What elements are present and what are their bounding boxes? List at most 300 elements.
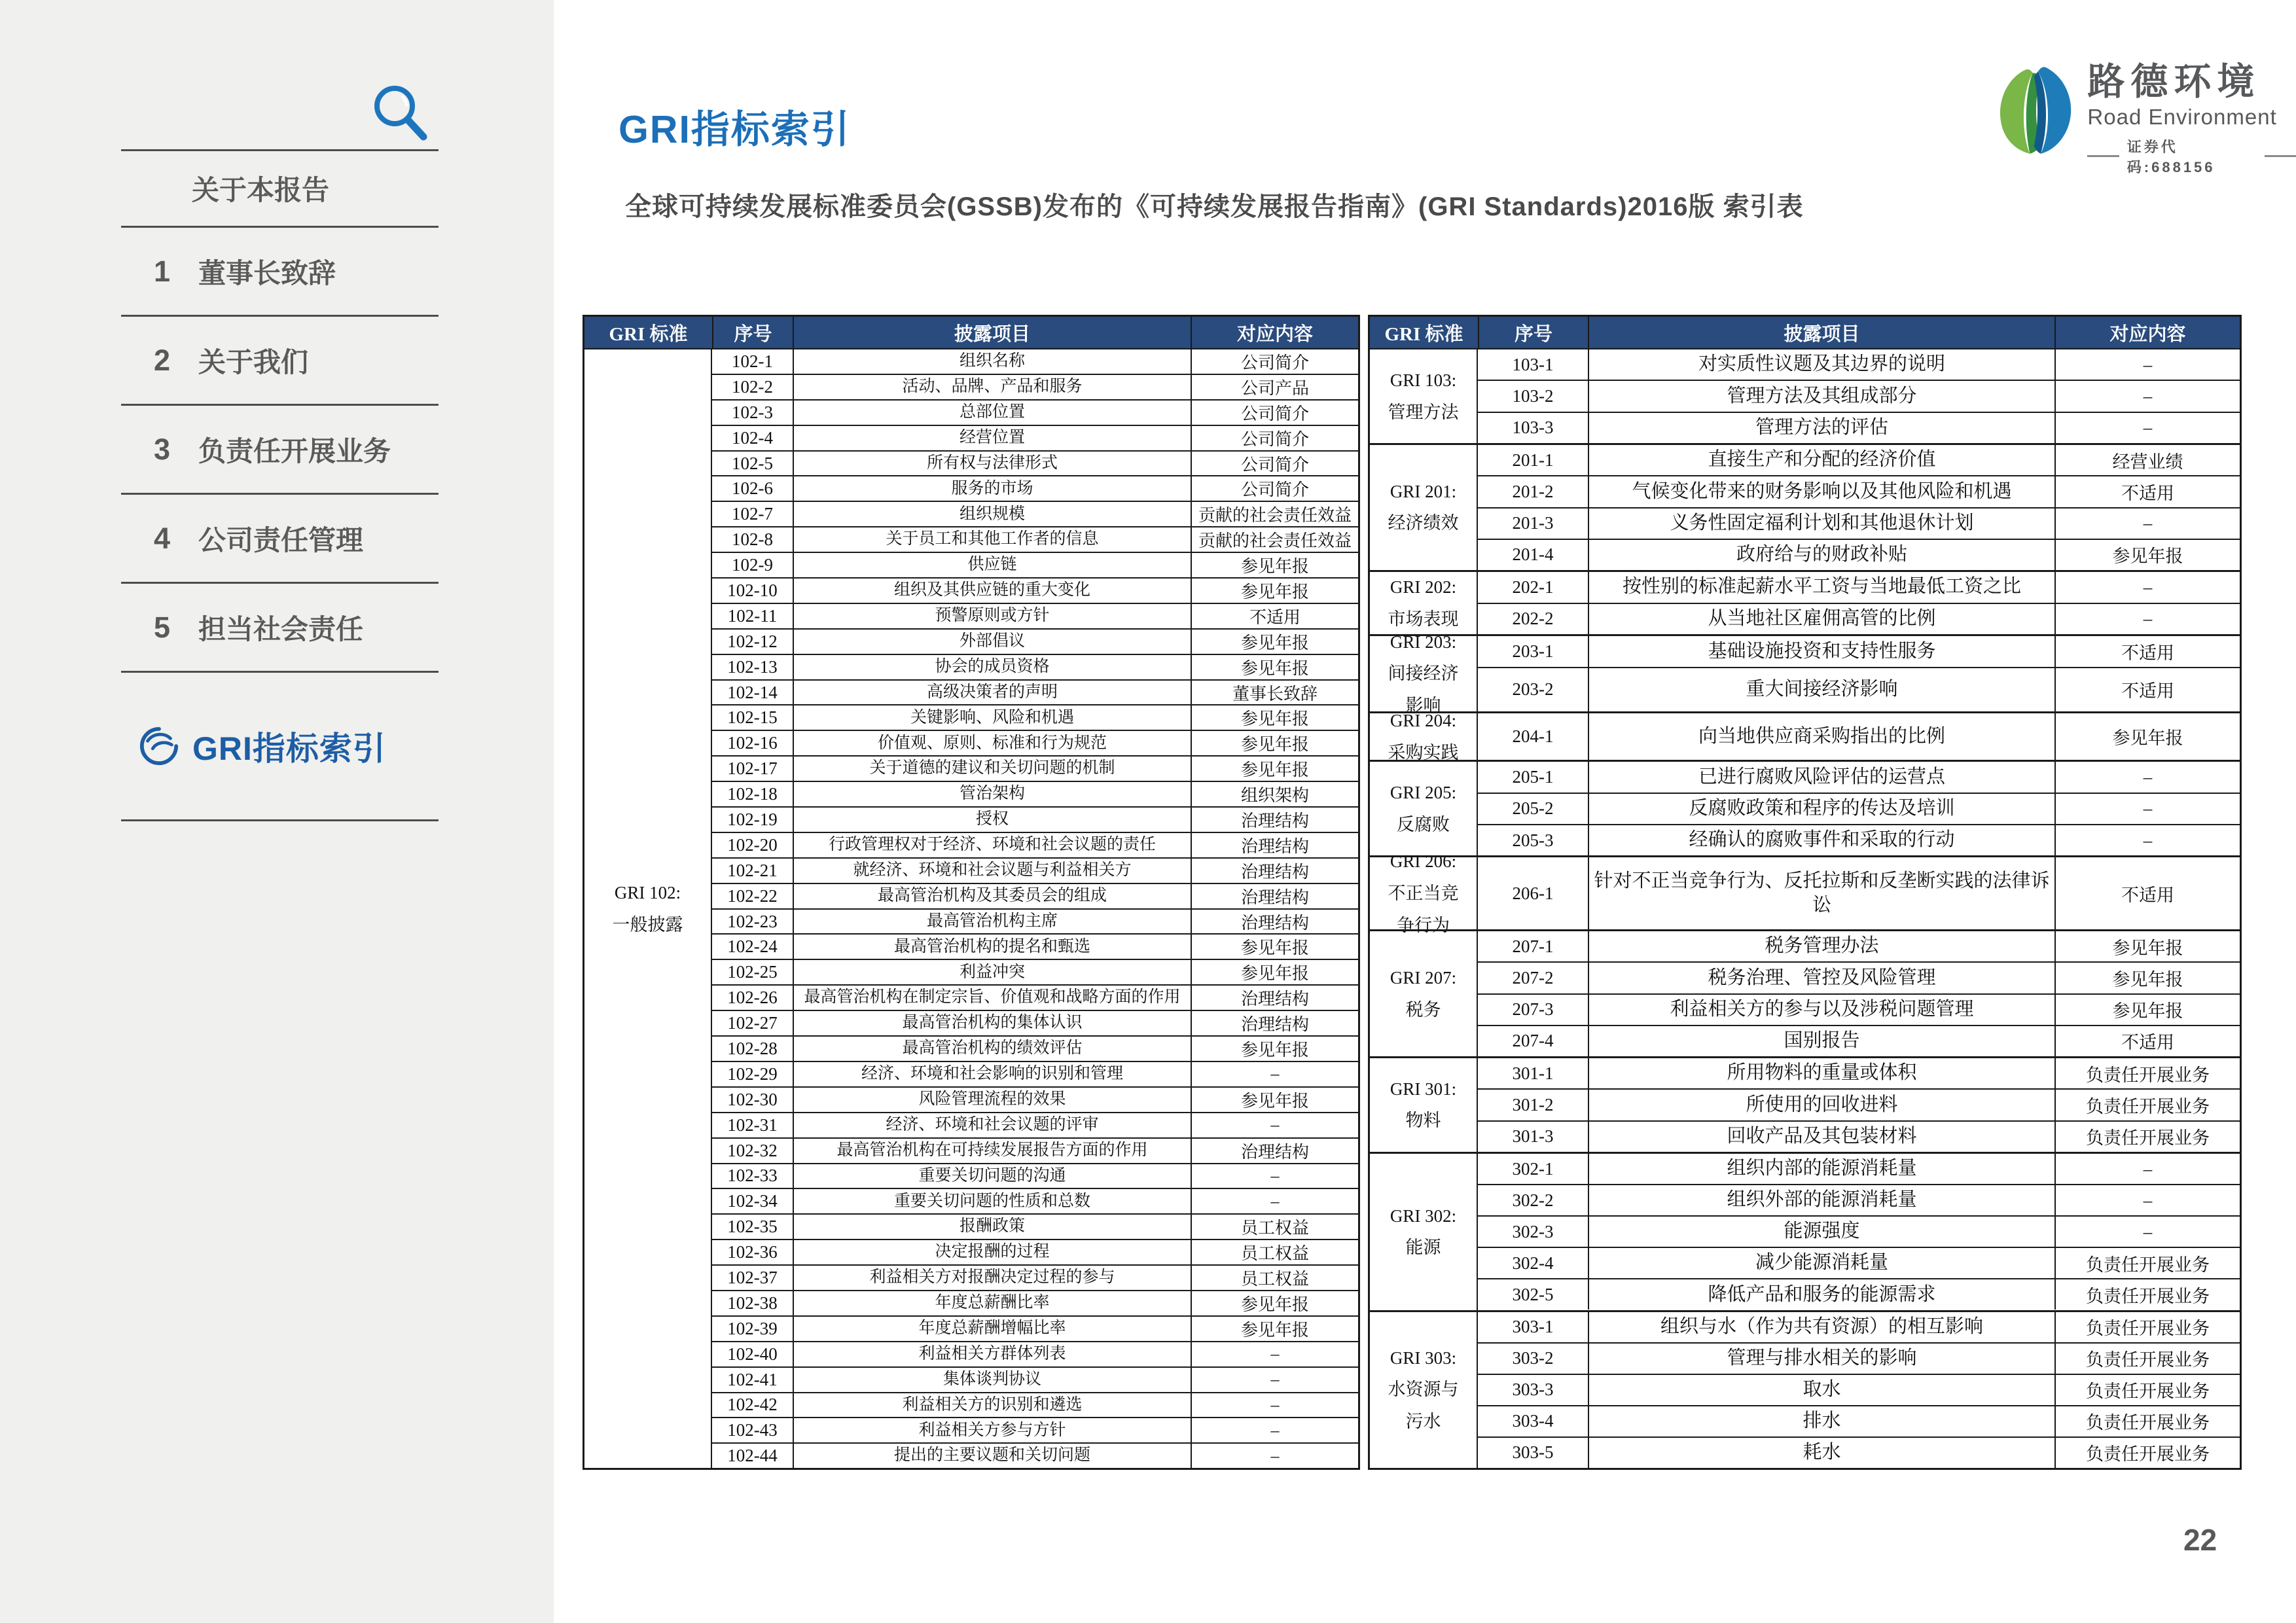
cell-ref: –: [2054, 762, 2240, 792]
table-row: [712, 1290, 1358, 1315]
cell-no: 102-42: [727, 1395, 778, 1415]
standard-group: [1370, 851, 2240, 935]
cell-ref: 参见年报: [2054, 931, 2240, 961]
cell-no: 102-22: [727, 885, 778, 906]
page-title: GRI指标索引: [619, 108, 851, 151]
gri-standard-line: 市场表现: [1388, 609, 1459, 629]
table-row: [1478, 1342, 2240, 1374]
gri-standard-line: GRI 103:: [1390, 370, 1457, 390]
standard-group: [1370, 570, 2240, 634]
cell-item: 年度总薪酬比率: [793, 1291, 1191, 1315]
cell-item: 耗水: [1588, 1438, 2054, 1468]
table-row: [1478, 824, 2240, 855]
divider: [121, 819, 439, 821]
sidebar-item-about-report[interactable]: [121, 151, 439, 226]
cell-no: 203-1: [1512, 641, 1554, 662]
cell-no: 102-5: [732, 453, 773, 473]
cell-no: 301-3: [1512, 1126, 1554, 1147]
table-row: [712, 450, 1358, 476]
cell-item: 供应链: [793, 553, 1191, 577]
cell-ref: 治理结构: [1191, 986, 1358, 1010]
gri-table-general: [583, 315, 1360, 1470]
cell-ref: –: [2054, 381, 2240, 411]
gri-standard-line: GRI 201:: [1390, 481, 1457, 501]
cell-no: 102-26: [727, 988, 778, 1008]
standard-group: [1370, 760, 2240, 855]
table-row: [712, 1163, 1358, 1188]
cell-item: 利益相关方群体列表: [793, 1342, 1191, 1366]
cell-ref: –: [1191, 1164, 1358, 1188]
cell-no: 102-18: [727, 784, 778, 804]
cell-ref: 参见年报: [2054, 995, 2240, 1025]
logo-name-cn: 路德环境: [2087, 61, 2261, 103]
cell-item: 按性别的标准起薪水平工资与当地最低工资之比: [1588, 572, 2054, 603]
table-row: [712, 349, 1358, 374]
cell-no: 204-1: [1512, 726, 1554, 747]
cell-no: 303-4: [1512, 1411, 1554, 1431]
sidebar-item-label: 关于本报告: [192, 175, 330, 205]
group-rows: [1478, 445, 2240, 570]
cell-item: 经确认的腐败事件和采取的行动: [1588, 825, 2054, 855]
cell-ref: –: [2054, 1154, 2240, 1184]
table-row: [712, 1341, 1358, 1366]
table-row: [1478, 636, 2240, 667]
cell-no: 102-3: [732, 402, 773, 422]
cell-no: 102-43: [727, 1420, 778, 1440]
cell-ref: –: [1191, 1368, 1358, 1392]
group-rows: [1478, 931, 2240, 1056]
cell-no: 303-5: [1512, 1442, 1554, 1463]
cell-ref: 经营业绩: [2054, 445, 2240, 475]
table-row: [1478, 857, 2240, 929]
cell-no: 102-11: [727, 605, 778, 626]
cell-no: 102-36: [727, 1242, 778, 1262]
cell-no: 102-7: [732, 504, 773, 524]
gri-standard-line: GRI 205:: [1390, 783, 1457, 803]
sidebar-item-label: 关于我们: [198, 346, 309, 378]
table-row: [712, 806, 1358, 832]
cell-item: 回收产品及其包装材料: [1588, 1122, 2054, 1152]
table-row: [1478, 1247, 2240, 1278]
gri-standard-line: 不正当竞: [1388, 883, 1459, 903]
table-row: [712, 1086, 1358, 1112]
column-header: 披露项目: [793, 317, 1191, 348]
table-row: [712, 425, 1358, 450]
table-row: [712, 1315, 1358, 1341]
cell-gri-standard: [1370, 632, 1478, 715]
standard-group: [1370, 711, 2240, 760]
table-row: [1478, 412, 2240, 443]
cell-no: 102-4: [732, 427, 773, 448]
table-row: [712, 1112, 1358, 1137]
cell-no: 102-19: [727, 809, 778, 829]
cell-item: 气候变化带来的财务影响以及其他风险和机遇: [1588, 476, 2054, 507]
table-row: [712, 475, 1358, 501]
table-row: [712, 1417, 1358, 1442]
cell-item: 所用物料的重量或体积: [1588, 1058, 2054, 1088]
cell-ref: –: [1191, 1062, 1358, 1086]
cell-item: 直接生产和分配的经济价值: [1588, 445, 2054, 475]
cell-no: 201-1: [1512, 450, 1554, 470]
cell-item: 年度总薪酬增幅比率: [793, 1317, 1191, 1341]
cell-no: 102-34: [727, 1191, 778, 1211]
cell-ref: 贡献的社会责任效益: [1191, 502, 1358, 526]
table-row: [712, 679, 1358, 705]
cell-no: 303-2: [1512, 1348, 1554, 1368]
sidebar-item-2[interactable]: [121, 317, 439, 404]
table-row: [712, 1366, 1358, 1392]
cell-item: 经济、环境和社会议题的评审: [793, 1113, 1191, 1137]
cell-no: 102-30: [727, 1089, 778, 1109]
table-row: [712, 984, 1358, 1010]
gri-standard-line: GRI 303:: [1390, 1347, 1457, 1368]
cell-no: 102-32: [727, 1140, 778, 1160]
cell-ref: 参见年报: [1191, 960, 1358, 984]
table-row: [712, 603, 1358, 628]
cell-item: 针对不正当竞争行为、反托拉斯和反垄断实践的法律诉讼: [1588, 857, 2054, 929]
gri-standard-line: GRI 204:: [1390, 710, 1457, 730]
cell-ref: 参见年报: [1191, 935, 1358, 959]
column-header: 对应内容: [2054, 317, 2240, 348]
table-row: [1478, 667, 2240, 711]
cell-no: 302-2: [1512, 1190, 1554, 1210]
table-row: [1478, 507, 2240, 539]
cell-no: 302-1: [1512, 1158, 1554, 1179]
cell-ref: 贡献的社会责任效益: [1191, 527, 1358, 552]
sidebar-item-number: 5: [154, 610, 171, 644]
logo-stock-code: 证券代码:688156: [2126, 138, 2215, 175]
cell-no: 102-10: [727, 580, 778, 600]
cell-ref: 负责任开展业务: [2054, 1058, 2240, 1088]
cell-no: 102-1: [732, 351, 773, 371]
cell-item: 管理方法及其组成部分: [1588, 381, 2054, 411]
cell-item: 税务管理办法: [1588, 931, 2054, 961]
cell-ref: 治理结构: [1191, 1011, 1358, 1035]
cell-item: 管理方法的评估: [1588, 413, 2054, 443]
cell-ref: 公司简介: [1191, 401, 1358, 425]
cell-ref: –: [2054, 413, 2240, 443]
group-rows: [1478, 572, 2240, 634]
table-row: [1478, 713, 2240, 760]
cell-no: 207-3: [1512, 999, 1554, 1020]
standard-group: [584, 349, 1358, 1468]
sidebar-item-label: 董事长致辞: [198, 257, 336, 289]
table-row: [712, 1010, 1358, 1035]
table-row: [712, 374, 1358, 399]
cell-ref: 参见年报: [1191, 1291, 1358, 1315]
table-row: [712, 933, 1358, 959]
group-rows: [712, 349, 1358, 1468]
sidebar-item-label: 担当社会责任: [198, 613, 364, 645]
cell-item: 排水: [1588, 1406, 2054, 1436]
standard-group: [1370, 1152, 2240, 1310]
table-row: [712, 781, 1358, 806]
table-row: [712, 908, 1358, 934]
cell-ref: 参见年报: [1191, 579, 1358, 603]
table-row: [1478, 1215, 2240, 1247]
table-row: [712, 730, 1358, 755]
sidebar-item-gri-index[interactable]: [121, 673, 439, 819]
cell-item: 关于道德的建议和关切问题的机制: [793, 757, 1191, 781]
table-row: [712, 1213, 1358, 1239]
cell-no: 102-23: [727, 911, 778, 931]
table-row: [1478, 993, 2240, 1025]
sidebar-item-4[interactable]: [121, 495, 439, 582]
cell-item: 国别报告: [1588, 1026, 2054, 1056]
cell-item: 风险管理流程的效果: [793, 1088, 1191, 1112]
cell-ref: 公司简介: [1191, 426, 1358, 450]
table-header-row: [1370, 317, 2240, 349]
cell-item: 活动、品牌、产品和服务: [793, 375, 1191, 399]
cell-no: 102-40: [727, 1344, 778, 1364]
cell-item: 就经济、环境和社会议题与利益相关方: [793, 859, 1191, 883]
sidebar-nav: [121, 149, 439, 821]
search-icon[interactable]: [370, 82, 433, 145]
cell-item: 对实质性议题及其边界的说明: [1588, 349, 2054, 380]
cell-ref: 参见年报: [1191, 1037, 1358, 1061]
table-row: [1478, 762, 2240, 792]
sidebar-item-number: 1: [154, 254, 171, 288]
cell-no: 202-1: [1512, 577, 1554, 597]
table-row: [1478, 1278, 2240, 1310]
cell-ref: 参见年报: [1191, 553, 1358, 577]
cell-ref: –: [2054, 825, 2240, 855]
cell-gri-standard: [1370, 1058, 1478, 1152]
cell-no: 102-24: [727, 936, 778, 957]
cell-ref: 员工权益: [1191, 1240, 1358, 1264]
cell-no: 102-27: [727, 1013, 778, 1033]
cell-ref: 员工权益: [1191, 1266, 1358, 1290]
table-row: [1478, 1025, 2240, 1056]
cell-no: 205-1: [1512, 766, 1554, 787]
cell-item: 关键影响、风险和机遇: [793, 705, 1191, 730]
cell-no: 103-2: [1512, 386, 1554, 406]
cell-no: 102-13: [727, 656, 778, 677]
cell-ref: 组织架构: [1191, 782, 1358, 806]
table-row: [1478, 539, 2240, 570]
group-rows: [1478, 1154, 2240, 1310]
cell-no: 102-14: [727, 682, 778, 702]
cell-item: 报酬政策: [793, 1215, 1191, 1239]
cell-item: 已进行腐败风险评估的运营点: [1588, 762, 2054, 792]
cell-ref: 负责任开展业务: [2054, 1406, 2240, 1436]
gri-standard-line: 间接经济: [1388, 664, 1459, 684]
table-row: [1478, 603, 2240, 635]
sidebar-item-label: GRI指标索引: [192, 730, 386, 767]
dash-left: [2087, 155, 2119, 157]
page-number: 22: [2183, 1523, 2217, 1557]
cell-ref: 不适用: [1191, 604, 1358, 628]
cell-item: 所使用的回收进料: [1588, 1090, 2054, 1120]
gri-standard-line: 物料: [1405, 1111, 1441, 1131]
cell-item: 政府给与的财政补贴: [1588, 540, 2054, 570]
sidebar-item-label: 公司责任管理: [198, 524, 364, 556]
table-row: [712, 1264, 1358, 1290]
cell-ref: 公司简介: [1191, 452, 1358, 476]
cell-ref: 董事长致辞: [1191, 681, 1358, 705]
cell-item: 最高管治机构及其委员会的组成: [793, 884, 1191, 908]
gri-standard-line: 采购实践: [1388, 742, 1459, 762]
table-row: [1478, 931, 2240, 961]
cell-ref: –: [2054, 794, 2240, 824]
cell-item: 重要关切问题的沟通: [793, 1164, 1191, 1188]
table-row: [712, 1392, 1358, 1418]
cell-ref: 参见年报: [2054, 713, 2240, 760]
cell-no: 102-6: [732, 478, 773, 499]
cell-ref: 参见年报: [1191, 655, 1358, 679]
cell-gri-standard: [1370, 762, 1478, 855]
gri-standard-line: GRI 301:: [1390, 1079, 1457, 1099]
cell-no: 102-25: [727, 962, 778, 982]
cell-no: 102-8: [732, 529, 773, 550]
cell-no: 102-12: [727, 631, 778, 651]
cell-ref: –: [2054, 1185, 2240, 1215]
gri-standard-line: 争行为: [1397, 915, 1450, 935]
cell-gri-standard: [1370, 349, 1478, 443]
cell-ref: 负责任开展业务: [2054, 1438, 2240, 1468]
cell-no: 102-28: [727, 1038, 778, 1058]
cell-ref: 治理结构: [1191, 884, 1358, 908]
cell-item: 高级决策者的声明: [793, 681, 1191, 705]
cell-no: 102-16: [727, 733, 778, 753]
cell-item: 利益相关方对报酬决定过程的参与: [793, 1266, 1191, 1290]
cell-ref: 治理结构: [1191, 859, 1358, 883]
cell-item: 利益相关方的识别和遴选: [793, 1393, 1191, 1418]
table-row: [712, 526, 1358, 552]
cell-ref: 参见年报: [1191, 757, 1358, 781]
column-header: 序号: [712, 317, 793, 348]
cell-item: 税务治理、管控及风险管理: [1588, 963, 2054, 993]
cell-no: 102-37: [727, 1268, 778, 1287]
table-row: [712, 1137, 1358, 1163]
cell-no: 205-2: [1512, 798, 1554, 819]
cell-ref: –: [2054, 349, 2240, 380]
cell-item: 最高管治机构在制定宗旨、价值观和战略方面的作用: [793, 986, 1191, 1010]
cell-item: 最高管治机构在可持续发展报告方面的作用: [793, 1139, 1191, 1163]
cell-item: 重大间接经济影响: [1588, 668, 2054, 711]
cell-no: 103-3: [1512, 418, 1554, 438]
table-row: [712, 654, 1358, 679]
table-row: [712, 1061, 1358, 1086]
cell-item: 行政管理权对于经济、环境和社会议题的责任: [793, 833, 1191, 857]
cell-ref: 不适用: [2054, 476, 2240, 507]
column-header: 对应内容: [1191, 317, 1358, 348]
cell-item: 义务性固定福利计划和其他退休计划: [1588, 508, 2054, 539]
cell-item: 组织及其供应链的重大变化: [793, 579, 1191, 603]
table-row: [1478, 380, 2240, 411]
group-rows: [1478, 713, 2240, 760]
sidebar-item-3[interactable]: [121, 406, 439, 493]
table-row: [712, 755, 1358, 781]
cell-item: 最高管治机构主席: [793, 910, 1191, 934]
cell-item: 组织规模: [793, 502, 1191, 526]
standard-group: [1370, 632, 2240, 715]
standard-group: [1370, 1056, 2240, 1152]
cell-item: 利益冲突: [793, 960, 1191, 984]
cell-item: 外部倡议: [793, 630, 1191, 654]
cell-ref: –: [1191, 1444, 1358, 1468]
logo-mark: [1995, 63, 2075, 158]
cell-item: 管治架构: [793, 782, 1191, 806]
table-row: [712, 399, 1358, 425]
cell-ref: 不适用: [2054, 668, 2240, 711]
group-rows: [1478, 1312, 2240, 1469]
sidebar-item-label: 负责任开展业务: [198, 435, 391, 467]
table-row: [1478, 1184, 2240, 1215]
cell-no: 206-1: [1512, 883, 1554, 903]
cell-gri-standard: [1370, 1312, 1478, 1469]
cell-no: 201-2: [1512, 481, 1554, 501]
table-body: [584, 349, 1358, 1468]
sidebar-item-5[interactable]: [121, 584, 439, 671]
gri-standard-line: 影响: [1405, 695, 1441, 715]
table-header-row: [584, 317, 1358, 349]
cell-item: 最高管治机构的集体认识: [793, 1011, 1191, 1035]
sidebar-item-1[interactable]: [121, 228, 439, 315]
cell-item: 从当地社区雇佣高管的比例: [1588, 604, 2054, 635]
company-logo: [1995, 63, 2296, 177]
table-row: [712, 552, 1358, 577]
gri-standard-line: 税务: [1405, 999, 1441, 1020]
cell-item: 组织与水（作为共有资源）的相互影响: [1588, 1312, 2054, 1342]
cell-ref: 参见年报: [1191, 1088, 1358, 1112]
cell-item: 服务的市场: [793, 476, 1191, 501]
cell-ref: –: [1191, 1189, 1358, 1213]
table-row: [1478, 572, 2240, 603]
gri-standard-line: GRI 202:: [1390, 577, 1457, 597]
cell-ref: 参见年报: [2054, 540, 2240, 570]
table-row: [1478, 475, 2240, 507]
cell-no: 302-4: [1512, 1253, 1554, 1273]
cell-ref: 公司简介: [1191, 476, 1358, 501]
gri-standard-line: GRI 102:: [614, 882, 681, 902]
cell-ref: 参见年报: [1191, 1317, 1358, 1341]
gri-index-icon: [139, 726, 179, 766]
cell-ref: 参见年报: [1191, 731, 1358, 755]
cell-no: 102-9: [732, 555, 773, 575]
table-row: [712, 832, 1358, 857]
gri-table-topics: [1368, 315, 2242, 1470]
column-header: 披露项目: [1588, 317, 2054, 348]
table-row: [712, 628, 1358, 654]
table-row: [712, 1035, 1358, 1061]
cell-ref: 参见年报: [2054, 963, 2240, 993]
table-row: [1478, 1088, 2240, 1120]
cell-no: 102-20: [727, 834, 778, 855]
cell-no: 102-2: [732, 376, 773, 397]
cell-item: 能源强度: [1588, 1217, 2054, 1247]
gri-standard-line: GRI 207:: [1390, 967, 1457, 988]
cell-ref: 公司产品: [1191, 375, 1358, 399]
cell-item: 利益相关方参与方针: [793, 1418, 1191, 1442]
cell-no: 102-44: [727, 1446, 778, 1466]
table-row: [712, 959, 1358, 984]
cell-no: 303-3: [1512, 1380, 1554, 1400]
standard-group: [1370, 349, 2240, 443]
cell-ref: 治理结构: [1191, 808, 1358, 832]
table-row: [1478, 1436, 2240, 1468]
cell-item: 利益相关方的参与以及涉税问题管理: [1588, 995, 2054, 1025]
cell-ref: 治理结构: [1191, 910, 1358, 934]
cell-item: 经济、环境和社会影响的识别和管理: [793, 1062, 1191, 1086]
page-subtitle: 全球可持续发展标准委员会(GSSB)发布的《可持续发展报告指南》(GRI Standards)2016版 索引表: [625, 192, 1804, 221]
gri-standard-line: GRI 302:: [1390, 1205, 1457, 1226]
cell-ref: 不适用: [2054, 1026, 2240, 1056]
cell-no: 207-4: [1512, 1031, 1554, 1051]
cell-ref: 参见年报: [1191, 705, 1358, 730]
cell-item: 所有权与法律形式: [793, 452, 1191, 476]
cell-ref: –: [1191, 1393, 1358, 1418]
